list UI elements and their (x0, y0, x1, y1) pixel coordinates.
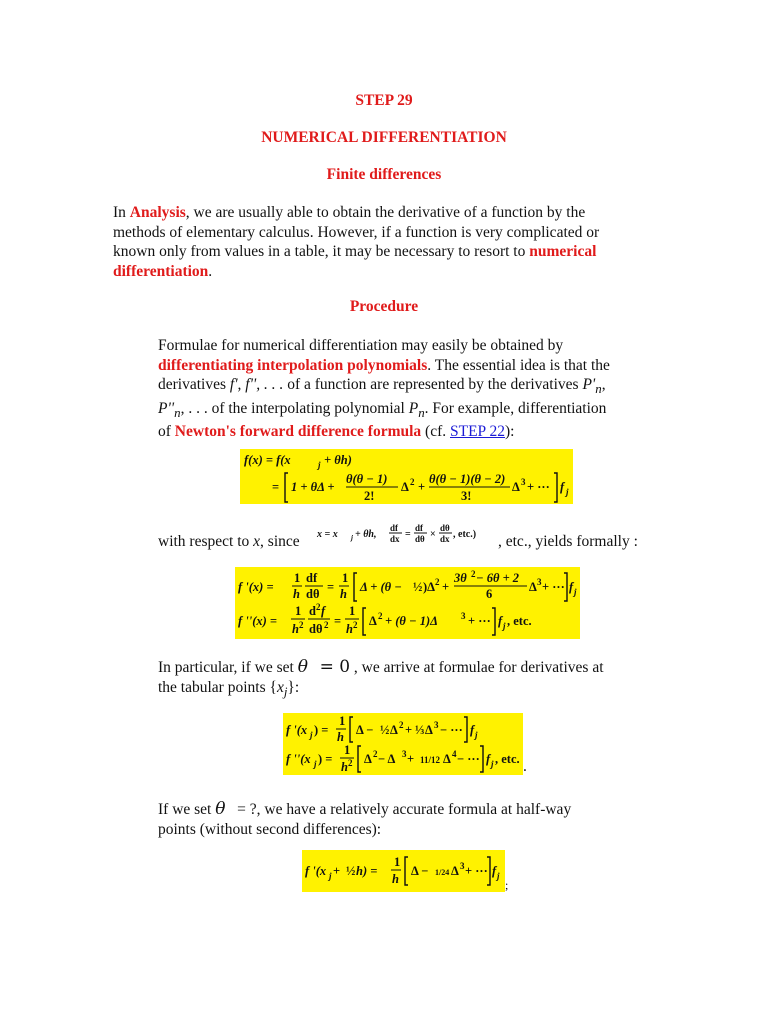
text: x (253, 533, 261, 550)
numerical-term: numerical (529, 243, 597, 260)
text: 2 (471, 569, 476, 579)
text: of a function are represented by the derivatives (283, 376, 583, 393)
text: 2 (378, 611, 383, 621)
text: Δ (369, 614, 377, 628)
text: 1 (394, 855, 401, 869)
text: f (470, 723, 475, 737)
text: Δ − (411, 864, 429, 878)
text: 3 (461, 611, 466, 621)
bracket-left (350, 717, 353, 742)
text: f '(x (286, 723, 308, 737)
bracket-right (464, 717, 467, 742)
text: . For example, differentiation (424, 399, 607, 417)
text: , . . . of the interpolating polynomial (180, 399, 409, 417)
differentiation-term: differentiation (113, 262, 209, 280)
text: j (329, 871, 332, 881)
text: Δ − (356, 723, 374, 737)
text: + (θ − 1)Δ (385, 614, 438, 628)
text: = (334, 614, 342, 628)
text: }: (287, 678, 300, 696)
text: , etc. (507, 614, 532, 628)
text: P' (582, 376, 596, 393)
text: , we are usually able to obtain the derivative of a function by the (185, 204, 586, 221)
text: + (418, 480, 426, 494)
text: 2 (399, 720, 404, 730)
text: 6 (486, 587, 493, 601)
section-title-finite-differences: Finite differences (326, 166, 442, 183)
text: 2 (373, 749, 378, 759)
text: , etc.) (453, 529, 477, 540)
chain-rule-inline-formula (316, 521, 498, 547)
bracket-left (358, 746, 361, 772)
text: h (293, 587, 300, 601)
text: h (337, 730, 344, 744)
text: , since (260, 533, 300, 550)
text: + θh, (355, 529, 377, 540)
text: Δ (401, 480, 409, 494)
text: + (407, 752, 415, 766)
text: 11/12 (420, 755, 441, 765)
text: j (566, 487, 569, 497)
text: j (310, 730, 313, 740)
text: )Δ (423, 580, 435, 594)
text: ½ (380, 723, 390, 737)
text: f '(x) = (238, 580, 274, 594)
newton-term: Newton's forward difference formula (174, 423, 422, 441)
text: j (574, 587, 577, 597)
text: + (442, 580, 450, 594)
text: f (569, 580, 574, 594)
text: derivatives (158, 376, 230, 393)
text: j (475, 730, 478, 740)
text: h (346, 622, 353, 636)
text: 3 (402, 749, 407, 759)
newton-formula-image (240, 449, 573, 504)
text: θ(θ − 1)(θ − 2) (429, 472, 506, 486)
text: θ(θ − 1) (346, 472, 388, 486)
text: 1/24 (435, 868, 450, 877)
text: 2 (353, 620, 358, 630)
text: f ''(x) = (238, 614, 278, 628)
text: known only from values in a table, it may be necessary to resort to (113, 243, 530, 260)
text: − ··· (457, 752, 480, 766)
text: ) = (318, 752, 333, 766)
text: f '(x (305, 864, 327, 878)
text: of (158, 423, 175, 441)
text: dθ (309, 622, 323, 636)
text: . (208, 262, 213, 280)
text: If we set (158, 801, 216, 818)
text: 3 (434, 720, 439, 730)
text: h (292, 622, 299, 636)
step-title: STEP 29 (355, 92, 413, 109)
derivative-formula-image (235, 567, 580, 639)
tabular-derivative-formula-image (283, 713, 523, 775)
text: 1 (294, 571, 301, 585)
text: dx (390, 534, 400, 544)
text: In particular, if we set (158, 659, 298, 676)
text: f (498, 614, 503, 628)
text: ) = (314, 723, 329, 737)
text: j (318, 460, 321, 470)
text: Formulae for numerical differentiation may easily be obtained by (158, 337, 564, 354)
text: Δ (529, 580, 537, 594)
text: f (492, 864, 497, 878)
text: 1 (344, 743, 351, 757)
text: = (405, 529, 411, 540)
section-title-procedure: Procedure (349, 298, 419, 315)
text: j (497, 871, 500, 881)
text: + (333, 864, 341, 878)
text: θ (215, 799, 226, 819)
text: − 6θ + 2 (476, 571, 520, 585)
text: + (405, 723, 413, 737)
text: f ''(x (286, 752, 311, 766)
text: n (174, 404, 181, 420)
text: Δ (390, 723, 398, 737)
bracket-left (363, 608, 366, 635)
text: ½ (413, 580, 423, 594)
text: j (491, 759, 494, 769)
yields-text: , etc., yields formally : (498, 533, 638, 550)
text: P'' (158, 399, 175, 417)
text: h (392, 872, 399, 886)
text: × (430, 529, 436, 540)
text: the tabular points { (158, 678, 277, 696)
text: Δ (425, 723, 433, 737)
text: f(x) = f(x (244, 453, 291, 467)
text: 3θ (454, 571, 467, 585)
text: 3 (521, 477, 526, 487)
text: 4 (452, 749, 457, 759)
text: + θh) (324, 453, 352, 467)
text: 3! (461, 489, 472, 503)
text: 1 + θΔ + (291, 480, 335, 494)
text: . The essential idea is that the (427, 356, 610, 374)
text: , we have a relatively accurate formula at half-way (256, 801, 572, 818)
text: f', f'', . . . (229, 376, 284, 393)
bracket-right (480, 746, 483, 772)
text: Δ + (θ − (360, 580, 402, 594)
text: (cf. (421, 423, 450, 441)
text: P (408, 399, 419, 417)
text: Δ (451, 864, 459, 878)
text: dx (440, 534, 450, 544)
text: Δ (443, 752, 451, 766)
text: = (327, 580, 335, 594)
text: 2 (299, 620, 304, 630)
text: − Δ (378, 752, 396, 766)
text: df (306, 571, 318, 585)
text: + ··· (468, 614, 491, 628)
main-title: NUMERICAL DIFFERENTIATION (261, 129, 507, 146)
text: dθ (440, 523, 450, 533)
period-after-formula: . (523, 758, 527, 775)
text: methods of elementary calculus. However, if a function is very complicated or (113, 223, 600, 241)
half-way-formula-image (302, 850, 505, 892)
intro-paragraph (113, 203, 658, 281)
text: f (486, 752, 491, 766)
text: df (390, 523, 399, 533)
text: 1 (339, 714, 346, 728)
text: with respect to (158, 533, 254, 550)
analysis-term: Analysis (129, 204, 186, 221)
text: = 0 (319, 657, 351, 677)
text: n (595, 381, 602, 397)
text: ⅓ (415, 723, 425, 737)
bracket-left (285, 473, 288, 502)
bracket-left (405, 857, 408, 885)
text: 3 (460, 861, 465, 871)
text: 3 (537, 577, 542, 587)
text: j (503, 621, 506, 631)
text: + ··· (527, 480, 550, 494)
text: 2 (324, 620, 329, 630)
bracket-left (354, 573, 357, 601)
procedure-paragraph (158, 336, 658, 442)
text: j (351, 534, 353, 542)
bracket-right (554, 473, 557, 502)
text: ½ (346, 864, 356, 878)
semicolon-after-formula: ; (505, 878, 509, 892)
text: In (113, 204, 130, 221)
text: h (341, 760, 348, 774)
text: , we arrive at formulae for derivatives at (350, 659, 604, 676)
text: 2! (364, 489, 375, 503)
text: 2 (435, 577, 440, 587)
text: 1 (342, 571, 349, 585)
text: j (314, 759, 317, 769)
text: + ··· (542, 580, 565, 594)
text: 2 (348, 758, 353, 768)
text: ): (504, 423, 515, 441)
text: n (418, 404, 425, 420)
particular-paragraph (158, 658, 658, 701)
text: 1 (295, 604, 302, 618)
text: , etc. (495, 752, 520, 766)
text: x = x (317, 529, 338, 540)
text: df (415, 523, 424, 533)
text: θ (297, 657, 308, 677)
text: points (without second differences): (158, 820, 382, 838)
text: Δ (512, 480, 520, 494)
text: , (601, 376, 606, 393)
text: h (340, 587, 347, 601)
text: 2 (410, 477, 415, 487)
text: d (309, 604, 316, 618)
text: j (283, 683, 288, 699)
text: x (276, 678, 284, 696)
diff-interp-term: differentiating interpolation polynomials (158, 356, 428, 374)
text: h) = (356, 864, 378, 878)
half-way-paragraph (158, 800, 658, 839)
text: = ? (237, 801, 257, 818)
text: f (321, 604, 326, 618)
text: dθ (415, 534, 425, 544)
bracket-right (492, 608, 495, 635)
text: 2 (316, 602, 321, 612)
text: = (272, 480, 280, 494)
text: + ··· (465, 864, 488, 878)
text: 1 (349, 604, 356, 618)
text: − ··· (440, 723, 463, 737)
text: dθ (306, 587, 320, 601)
step-22-link[interactable]: STEP 22 (450, 423, 505, 441)
text: f (560, 480, 565, 494)
text: Δ (364, 752, 372, 766)
